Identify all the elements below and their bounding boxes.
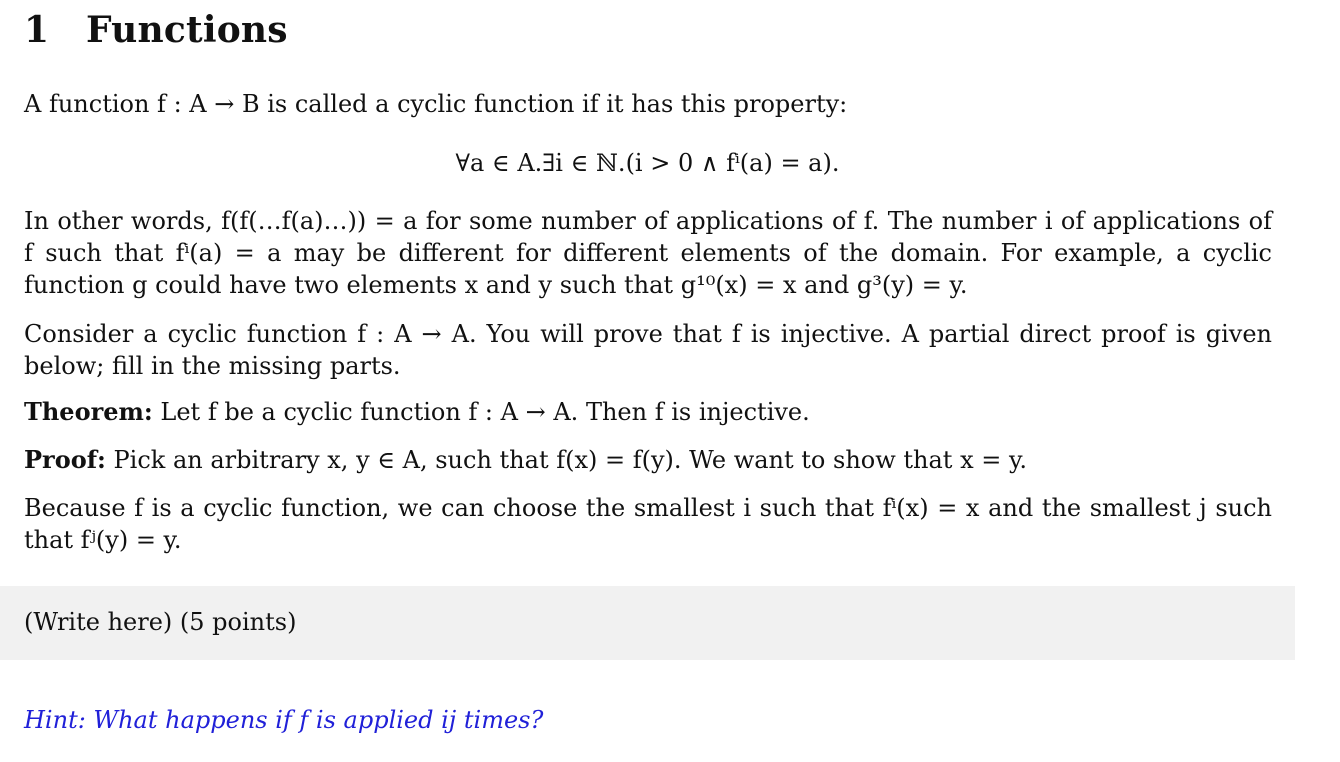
answer-box[interactable]: [0, 586, 1295, 660]
answer-placeholder: (Write here) (5 points): [24, 608, 297, 636]
proof-text: Pick an arbitrary x, y ∈ A, such that f(x) = f(y). We want to show that x = y.: [113, 446, 1027, 474]
proof-label: Proof:: [24, 445, 106, 474]
explanation-paragraph: In other words, f(f(…f(a)…)) = a for some number of applications of f. The number i of applications of f such that fⁱ(a) = a may be different for different elements of the domain. For example, a cyclic function g could have two elements x and y such that g¹⁰(x) = x and g³(y) = y.: [24, 207, 1272, 299]
section-heading: [24, 8, 288, 52]
theorem-label: Theorem:: [24, 397, 153, 426]
proof-continuation: Because f is a cyclic function, we can choose the smallest i such that fⁱ(x) = x and the smallest j such that fʲ(y) = y.: [24, 494, 1272, 554]
theorem-text: Let f be a cyclic function f : A → A. Then f is injective.: [160, 398, 810, 426]
display-formula: ∀a ∈ A.∃i ∈ ℕ.(i > 0 ∧ fⁱ(a) = a).: [455, 149, 840, 177]
definition-paragraph: A function f : A → B is called a cyclic function if it has this property:: [24, 90, 848, 118]
theorem-statement: [24, 396, 1272, 428]
section-title: Functions: [86, 9, 288, 51]
hint-text: Hint: What happens if f is applied ij times?: [24, 706, 544, 734]
proof-statement: [24, 444, 1272, 476]
instruction-paragraph: Consider a cyclic function f : A → A. You will prove that f is injective. A partial direct proof is given below; fill in the missing parts.: [24, 320, 1272, 380]
section-number: 1: [24, 9, 50, 51]
